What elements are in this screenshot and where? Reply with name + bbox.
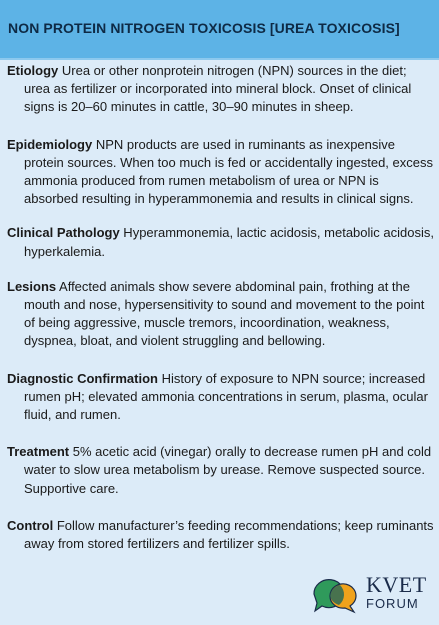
speech-bubbles-icon <box>308 572 364 616</box>
section-text: Urea or other nonprotein nitrogen (NPN) sources in the diet; urea as fertilizer or incorporated into mineral block. Onset of clinical signs is 20–60 minutes in cattle, 30–90 minutes in sheep. <box>24 63 412 115</box>
section-text: Affected animals show severe abdominal pain, frothing at the mouth and nose, hypersensitivity to sound and movement to the point of being aggressive, muscle tremors, incoordination, weakness, dyspnea, bloat, and violent struggling and bellowing. <box>24 278 425 349</box>
section-label: Lesions <box>7 278 57 294</box>
section-label: Treatment <box>7 444 70 460</box>
section-text: 5% acetic acid (vinegar) orally to decrease rumen pH and cold water to slow urea metabolism by urease. Remove suspected source. Supportive care. <box>24 444 432 496</box>
page-title: NON PROTEIN NITROGEN TOXICOSIS [UREA TOXICOSIS] <box>8 20 400 36</box>
section-text: Follow manufacturer’s feeding recommendations; keep ruminants away from stored fertilizers and fertilizer spills. <box>24 517 434 552</box>
section-diagnostic-confirmation <box>7 370 435 425</box>
section-label: Clinical Pathology <box>7 225 120 241</box>
section-control <box>7 517 435 553</box>
kvet-forum-logo <box>308 572 438 616</box>
section-label: Etiology <box>7 63 59 78</box>
section-text: History of exposure to NPN source; increased rumen pH; elevated ammonia concentrations in serum, plasma, ocular fluid, and rumen. <box>24 370 428 423</box>
section-lesions <box>7 278 435 351</box>
section-label: Diagnostic Confirmation <box>7 370 158 386</box>
section-text: Hyperammonemia, lactic acidosis, metabolic acidosis, hyperkalemia. <box>24 225 434 259</box>
section-epidemiology <box>7 136 435 209</box>
section-clinical-pathology <box>7 224 435 260</box>
section-treatment <box>7 443 435 498</box>
section-label: Control <box>7 517 54 533</box>
content-body <box>7 62 435 572</box>
header-bar <box>0 0 439 60</box>
section-text: NPN products are used in ruminants as inexpensive protein sources. When too much is fed or accidentally ingested, excess ammonia produced from rumen metabolism of urea or NPN is absorbed resulting in hyperammonemia and results in clinical signs. <box>24 136 433 207</box>
logo-title: KVET <box>366 572 427 597</box>
section-etiology <box>7 62 435 117</box>
section-label: Epidemiology <box>7 136 93 152</box>
logo-subtitle: FORUM <box>366 596 419 611</box>
